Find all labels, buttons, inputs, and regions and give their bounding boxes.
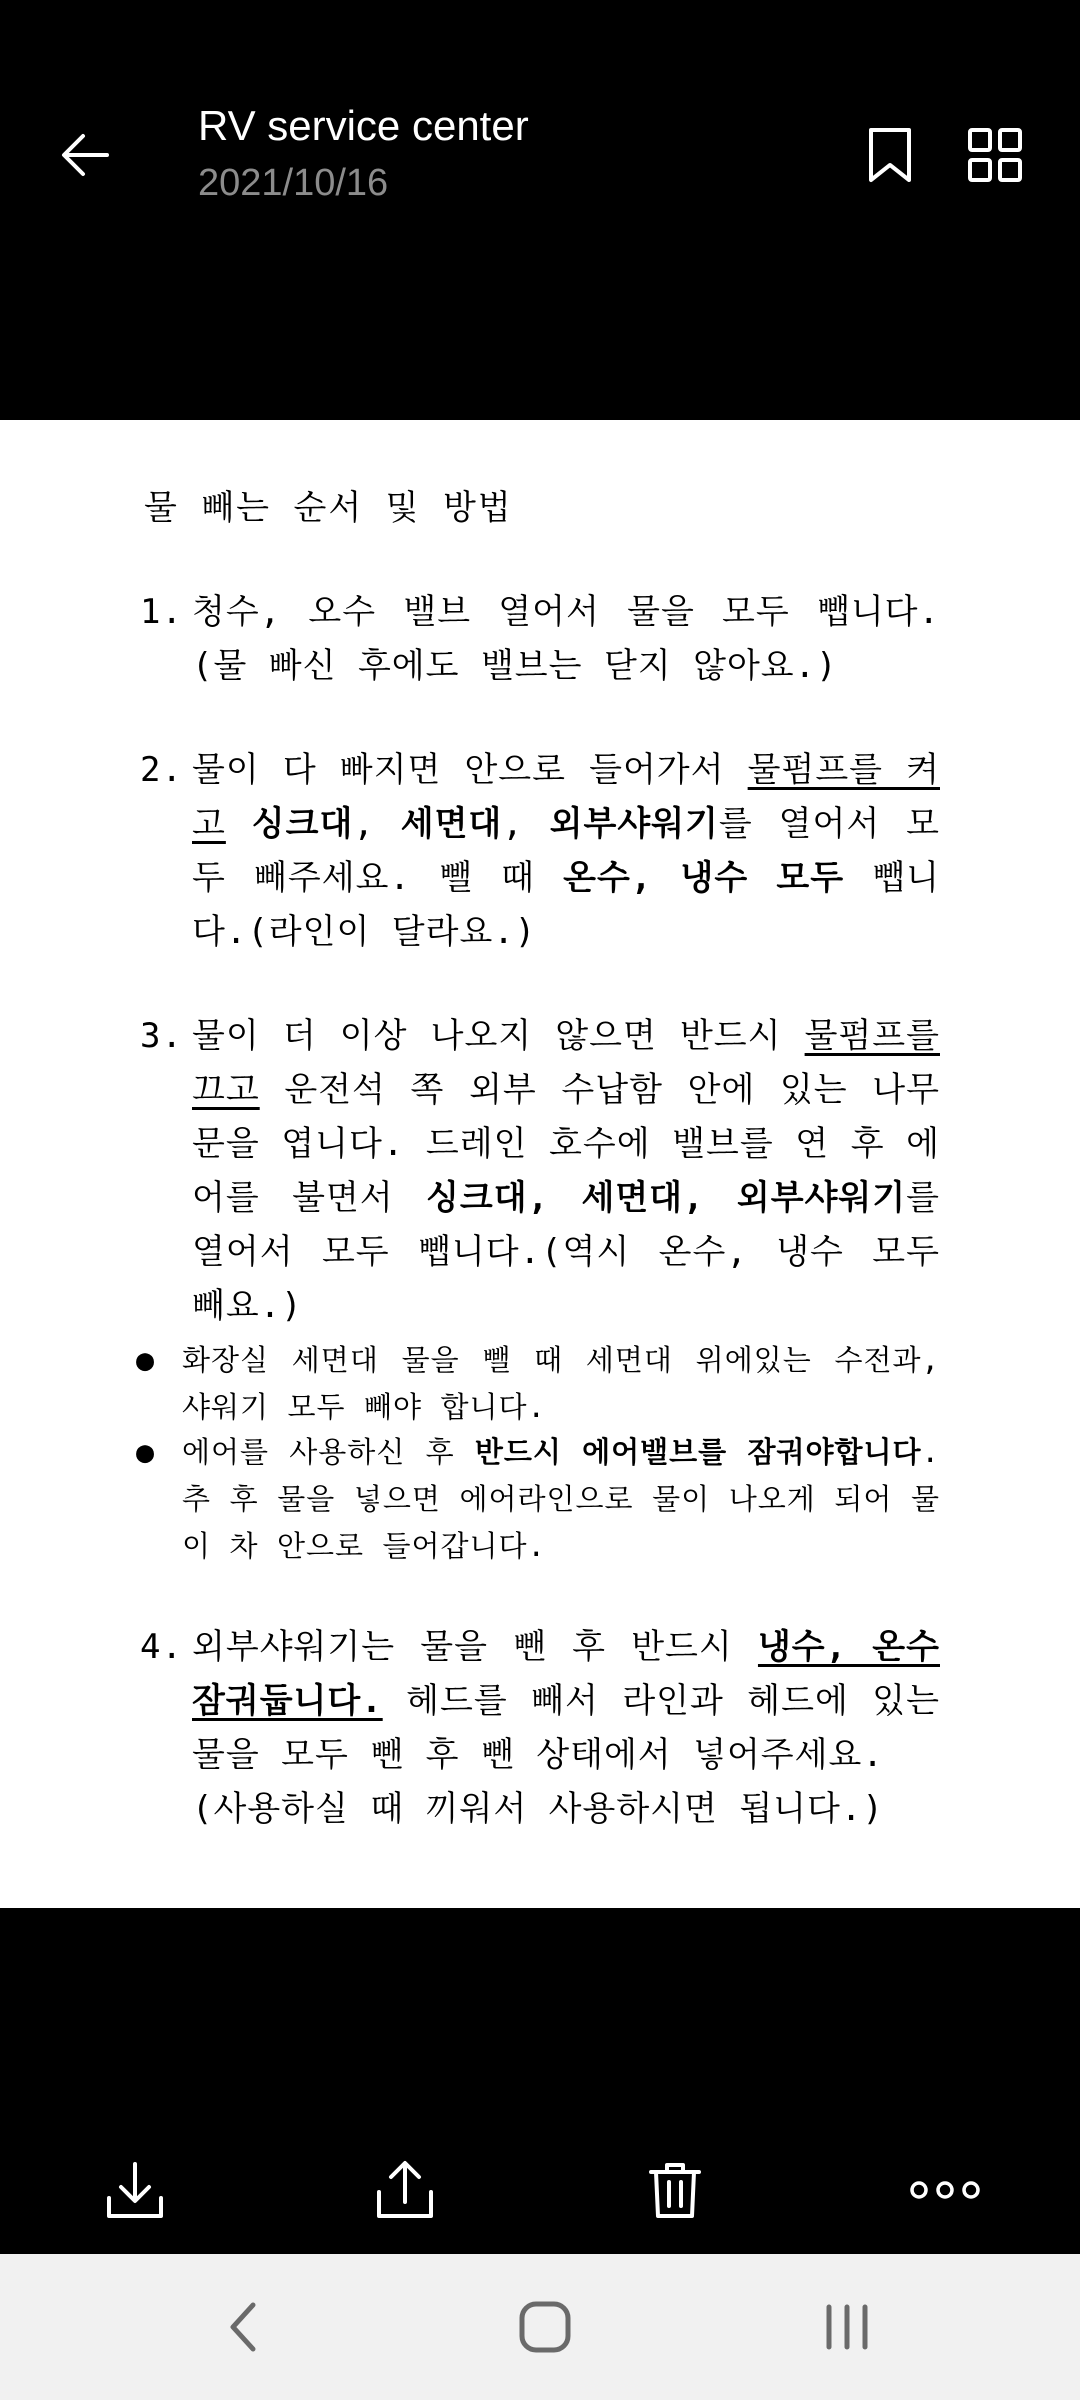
nav-home-icon xyxy=(517,2299,573,2355)
step-text-part: 청수, 오수 밸브 열어서 물을 모두 뺍니다.(물 빠신 후에도 밸브는 닫지 않아요.) xyxy=(192,592,940,686)
step-number: 2. xyxy=(140,750,183,790)
step-number: 1. xyxy=(140,592,183,632)
grid-view-button[interactable] xyxy=(955,115,1035,195)
bullet-icon: ● xyxy=(136,1435,156,1470)
note-text-part: . 추 후 물을 넣으면 에어라인으로 물이 나오게 되어 물이 차 안으로 들어갑니다. xyxy=(182,1435,940,1563)
share-button[interactable] xyxy=(360,2145,450,2235)
step-text-part: 운전석 쪽 외부 수납함 안에 있는 나무문을 엽니다. 드레인 호수에 밸브를 연 후 에어를 불면서 xyxy=(192,1070,940,1218)
page-date: 2021/10/16 xyxy=(198,162,389,204)
bullet-icon: ● xyxy=(136,1343,156,1378)
document-text xyxy=(136,480,940,1886)
nav-recents-icon xyxy=(819,2299,875,2355)
step-text-part: (사용하실 때 끼워서 사용하시면 됩니다.) xyxy=(192,1789,884,1829)
notes-list xyxy=(136,1337,940,1570)
step-text-part: 를 열어서 모두 빼주세요. 뺄 때 xyxy=(192,804,940,898)
bookmark-button[interactable] xyxy=(850,115,930,195)
nav-back-button[interactable] xyxy=(198,2282,288,2372)
step-text-underlined: 냉수, 온수 잠궈둡니다. xyxy=(192,1627,940,1721)
more-icon xyxy=(909,2178,981,2202)
step-text-part: 헤드를 빼서 라인과 헤드에 있는 물을 모두 뺀 후 뺀 상태에서 넣어주세요. xyxy=(192,1681,940,1775)
step-text xyxy=(192,585,940,693)
step-3 xyxy=(140,1009,940,1333)
note-text xyxy=(182,1429,940,1570)
step-text-bold: 싱크대, 세면대, 외부샤워기 xyxy=(426,1178,907,1218)
note-text xyxy=(182,1337,940,1431)
more-options-button[interactable] xyxy=(900,2145,990,2235)
note-item xyxy=(136,1429,940,1570)
nav-back-icon xyxy=(223,2299,263,2355)
system-navigation-bar xyxy=(0,2254,1080,2400)
back-button[interactable] xyxy=(40,110,130,200)
step-text-part: 를 열어서 모두 뺍니다.(역시 온수, 냉수 모두 빼요.) xyxy=(192,1178,940,1326)
step-text-bold: 외부샤워기 xyxy=(549,804,719,844)
note-text-bold: 반드시 에어밸브를 잠궈야합니다 xyxy=(474,1435,922,1469)
bottom-toolbar xyxy=(0,2130,1080,2240)
step-text xyxy=(192,1009,940,1333)
step-text-part: 물이 더 이상 나오지 않으면 반드시 xyxy=(192,1016,805,1056)
step-text-part: , xyxy=(502,804,550,844)
step-text-bold: 싱크대 xyxy=(251,804,354,844)
step-text-underlined: 물펌프를 끄고 xyxy=(192,1016,940,1110)
step-1 xyxy=(140,585,940,693)
step-number: 4. xyxy=(140,1627,183,1667)
bookmark-icon xyxy=(867,127,913,183)
nav-home-button[interactable] xyxy=(500,2282,590,2372)
download-button[interactable] xyxy=(90,2145,180,2235)
download-icon xyxy=(103,2158,167,2222)
step-text-bold: 온수, 냉수 모두 xyxy=(563,858,845,898)
step-number: 3. xyxy=(140,1016,183,1056)
step-text-underlined: 물펌프를 켜고 xyxy=(192,750,940,844)
step-4 xyxy=(140,1620,940,1836)
step-text-part: , xyxy=(353,804,401,844)
step-text-part xyxy=(226,804,252,844)
step-text-part: 물이 다 빠지면 안으로 들어가서 xyxy=(192,750,748,790)
delete-button[interactable] xyxy=(630,2145,720,2235)
step-text xyxy=(192,743,940,959)
document-image[interactable] xyxy=(0,420,1080,1908)
share-icon xyxy=(373,2158,437,2222)
note-text-part: 화장실 세면대 물을 뺄 때 세면대 위에있는 수전과, 샤워기 모두 빼야 합니다. xyxy=(182,1343,940,1424)
step-text xyxy=(192,1620,940,1836)
top-app-bar xyxy=(0,0,1080,420)
step-text-part: 뺍니다.(라인이 달라요.) xyxy=(192,858,940,952)
arrow-left-icon xyxy=(57,127,113,183)
nav-recents-button[interactable] xyxy=(802,2282,892,2372)
delete-icon xyxy=(643,2158,707,2222)
step-text-bold: 세면대 xyxy=(400,804,503,844)
document-heading: 물 빼는 순서 및 방법 xyxy=(144,488,513,528)
step-text-part: 외부샤워기는 물을 뺀 후 반드시 xyxy=(192,1627,758,1667)
note-item xyxy=(136,1337,940,1431)
step-2 xyxy=(140,743,940,959)
page-title: RV service center xyxy=(198,102,529,149)
note-text-part: 에어를 사용하신 후 xyxy=(182,1435,475,1469)
grid-icon xyxy=(967,127,1023,183)
